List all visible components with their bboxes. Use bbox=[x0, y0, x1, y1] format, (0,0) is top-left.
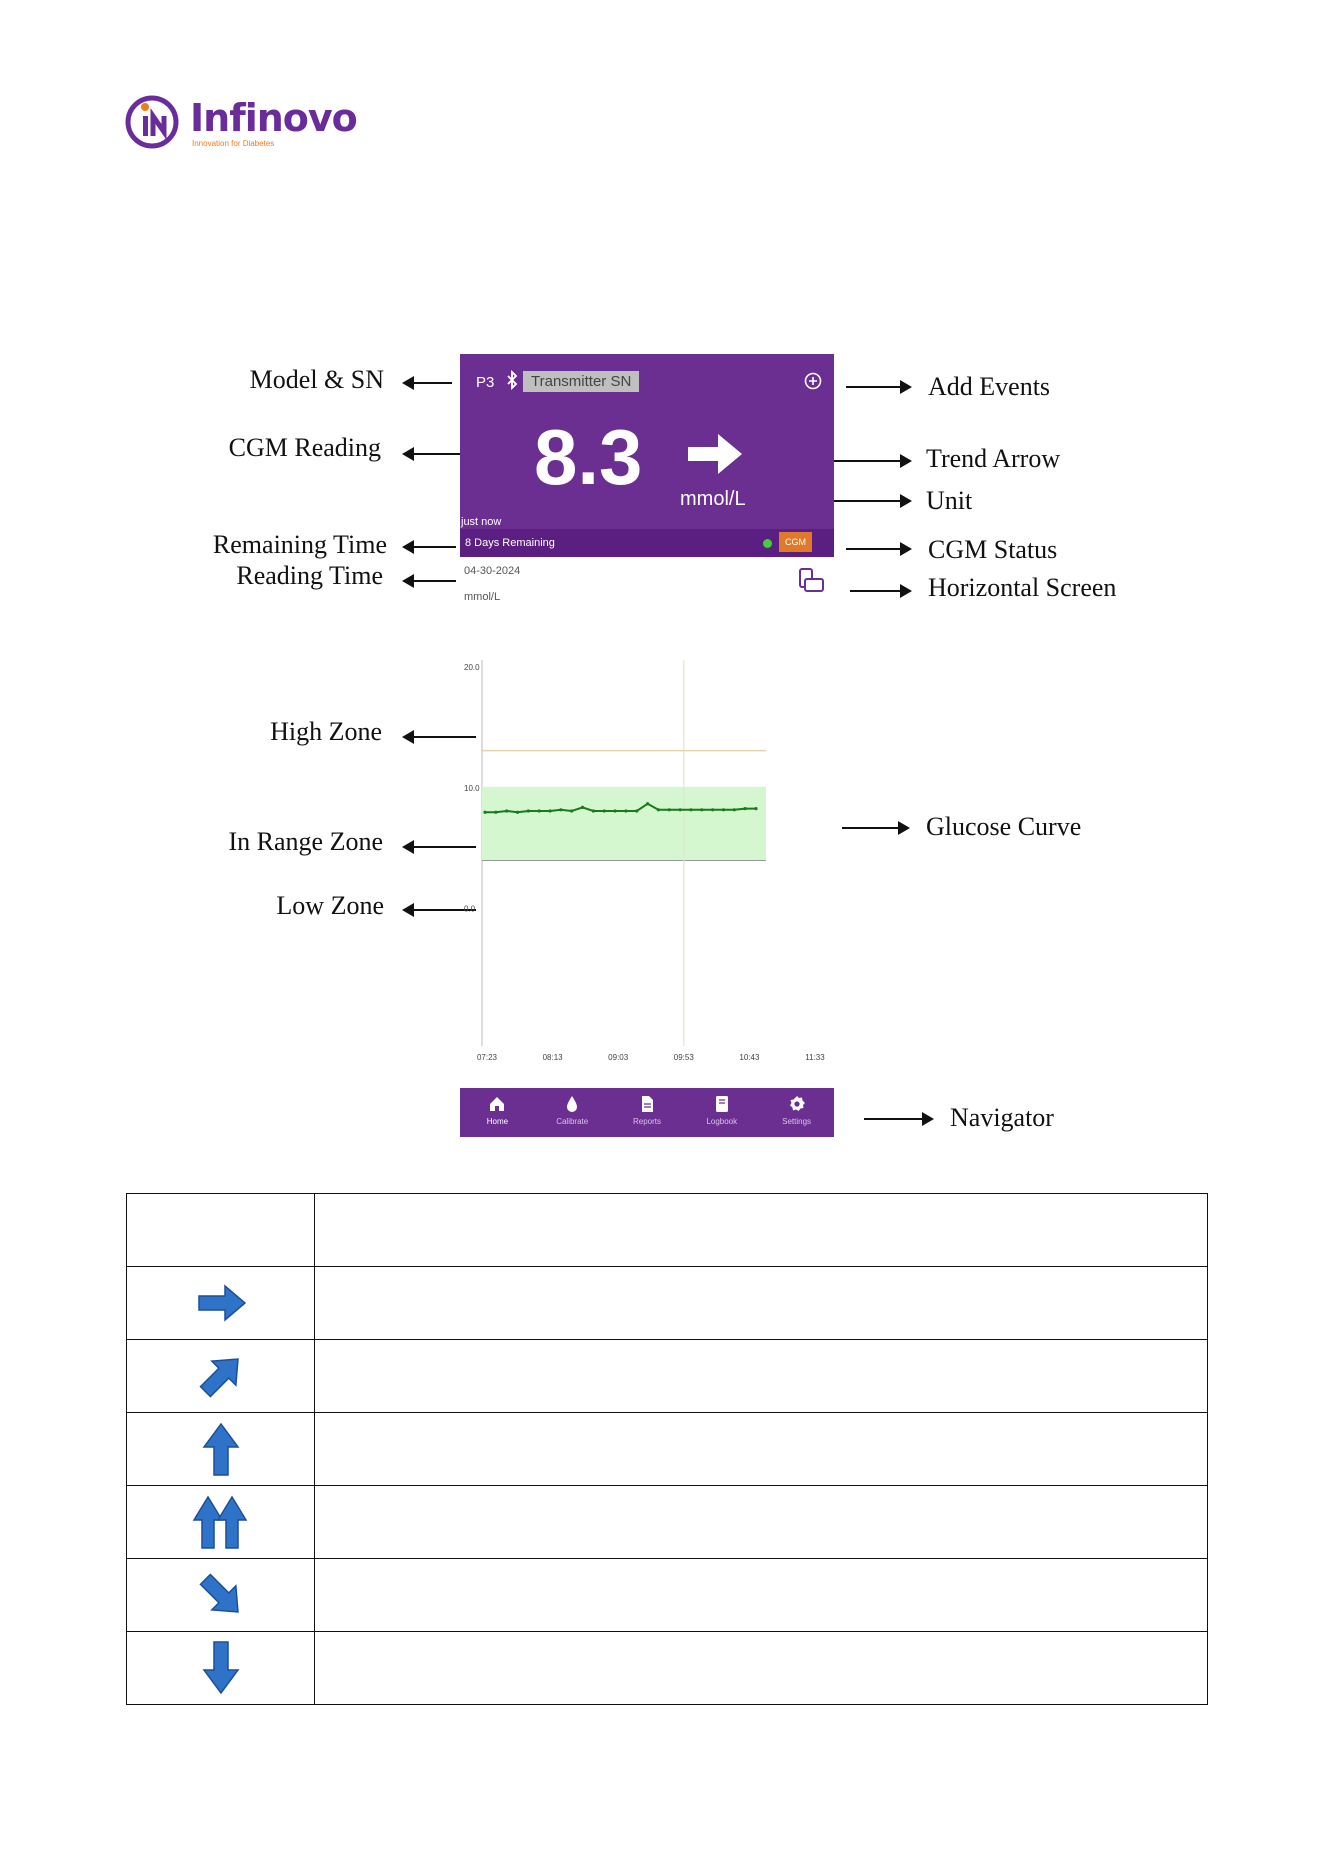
reading-date: 04-30-2024 bbox=[464, 565, 521, 577]
nav-label: Logbook bbox=[706, 1117, 738, 1126]
glucose-point bbox=[689, 808, 692, 811]
table-icon-cell bbox=[127, 1340, 315, 1413]
table-row bbox=[127, 1632, 1208, 1705]
arrow-right-icon bbox=[191, 1273, 251, 1333]
annotation-cgm-reading: CGM Reading bbox=[228, 433, 381, 462]
y-tick-label: 10.0 bbox=[464, 783, 480, 793]
table-icon-cell bbox=[127, 1559, 315, 1632]
table-description bbox=[315, 1413, 1208, 1486]
annotation-in-range-zone: In Range Zone bbox=[228, 827, 383, 856]
nav-logbook[interactable] bbox=[684, 1088, 759, 1137]
reports-icon bbox=[638, 1095, 656, 1113]
glucose-point bbox=[559, 808, 562, 811]
sensor-status-bar bbox=[460, 529, 834, 557]
annotation-glucose-curve: Glucose Curve bbox=[926, 812, 1082, 841]
infinovo-logo bbox=[124, 92, 357, 152]
glucose-point bbox=[679, 808, 682, 811]
cgm-status-badge[interactable]: CGM bbox=[779, 532, 812, 552]
navigator-bar bbox=[460, 1088, 834, 1137]
annotation-horizontal-screen: Horizontal Screen bbox=[928, 573, 1117, 602]
glucose-point bbox=[744, 807, 747, 810]
horizontal-screen-icon[interactable] bbox=[797, 567, 825, 595]
table-header-cell bbox=[315, 1194, 1208, 1267]
y-tick-label: 0.0 bbox=[464, 904, 476, 914]
chart-unit: mmol/L bbox=[464, 591, 501, 603]
x-tick-label: 09:53 bbox=[673, 1053, 694, 1062]
annotation-arrow bbox=[864, 1118, 932, 1120]
logo-wordmark: Infinovo bbox=[190, 96, 357, 140]
glucose-point bbox=[516, 811, 519, 814]
glucose-point bbox=[668, 808, 671, 811]
x-tick-label: 08:13 bbox=[542, 1053, 563, 1062]
in-range-zone bbox=[482, 787, 766, 861]
table-description bbox=[315, 1340, 1208, 1413]
table-description bbox=[315, 1559, 1208, 1632]
nav-home[interactable] bbox=[460, 1088, 535, 1137]
table-row bbox=[127, 1486, 1208, 1559]
nav-label: Reports bbox=[632, 1117, 661, 1126]
annotation-add-events: Add Events bbox=[928, 372, 1051, 401]
glucose-point bbox=[505, 809, 508, 812]
table-icon-cell bbox=[127, 1267, 315, 1340]
arrow-down-icon bbox=[191, 1638, 251, 1698]
double-arrow-up-icon bbox=[181, 1492, 261, 1552]
glucose-point bbox=[646, 802, 649, 805]
glucose-point bbox=[754, 807, 757, 810]
glucose-point bbox=[483, 811, 486, 814]
nav-calibrate[interactable] bbox=[535, 1088, 610, 1137]
annotation-arrow bbox=[846, 548, 910, 550]
glucose-point bbox=[733, 808, 736, 811]
add-event-icon[interactable] bbox=[804, 372, 822, 390]
glucose-unit: mmol/L bbox=[680, 488, 746, 510]
nav-settings[interactable] bbox=[759, 1088, 834, 1137]
glucose-point bbox=[635, 809, 638, 812]
annotation-arrow bbox=[404, 580, 456, 582]
trend-arrow-right-icon bbox=[686, 432, 744, 476]
annotation-arrow bbox=[846, 386, 910, 388]
device-model: P3 bbox=[476, 374, 495, 391]
glucose-point bbox=[711, 808, 714, 811]
home-icon bbox=[488, 1095, 506, 1113]
annotation-remaining-time: Remaining Time bbox=[212, 530, 387, 559]
remaining-time: 8 Days Remaining bbox=[465, 537, 555, 549]
nav-label: Settings bbox=[782, 1117, 812, 1126]
nav-reports[interactable] bbox=[610, 1088, 685, 1137]
glucose-point bbox=[548, 809, 551, 812]
logo-tagline: Innovation for Diabetes bbox=[192, 139, 275, 148]
settings-icon bbox=[788, 1095, 806, 1113]
table-row bbox=[127, 1267, 1208, 1340]
calibrate-icon bbox=[563, 1095, 581, 1113]
nav-label: Calibrate bbox=[556, 1117, 589, 1126]
arrow-up-icon bbox=[191, 1419, 251, 1479]
table-description bbox=[315, 1486, 1208, 1559]
annotation-trend-arrow: Trend Arrow bbox=[926, 444, 1061, 473]
glucose-point bbox=[657, 808, 660, 811]
annotation-navigator: Navigator bbox=[950, 1103, 1054, 1132]
table-icon-cell bbox=[127, 1632, 315, 1705]
logbook-icon bbox=[713, 1095, 731, 1113]
cgm-header bbox=[460, 354, 834, 529]
arrow-down-right-icon bbox=[191, 1565, 251, 1625]
nav-label: Home bbox=[486, 1117, 509, 1126]
annotation-arrow bbox=[404, 546, 456, 548]
glucose-point bbox=[570, 809, 573, 812]
cgm-reading-value: 8.3 bbox=[534, 413, 643, 501]
glucose-point bbox=[613, 809, 616, 812]
glucose-point bbox=[592, 809, 595, 812]
annotation-arrow bbox=[404, 382, 452, 384]
x-tick-label: 11:33 bbox=[805, 1053, 825, 1062]
annotation-unit: Unit bbox=[926, 486, 973, 515]
annotation-low-zone: Low Zone bbox=[276, 891, 384, 920]
table-description bbox=[315, 1632, 1208, 1705]
table-row bbox=[127, 1340, 1208, 1413]
status-dot bbox=[763, 539, 772, 548]
annotation-cgm-status: CGM Status bbox=[928, 535, 1058, 564]
y-tick-label: 20.0 bbox=[464, 663, 480, 672]
bluetooth-icon bbox=[506, 370, 518, 390]
glucose-point bbox=[722, 808, 725, 811]
annotation-model-sn: Model & SN bbox=[249, 365, 384, 394]
table-row bbox=[127, 1413, 1208, 1486]
reading-info bbox=[460, 557, 834, 607]
x-tick-label: 07:23 bbox=[476, 1053, 498, 1062]
table-icon-cell bbox=[127, 1413, 315, 1486]
glucose-point bbox=[527, 809, 530, 812]
glucose-point bbox=[538, 809, 541, 812]
glucose-chart bbox=[460, 636, 834, 1066]
annotation-arrow bbox=[850, 590, 910, 592]
infinovo-logo-mark bbox=[124, 92, 184, 152]
annotation-high-zone: High Zone bbox=[270, 717, 382, 746]
table-header-cell bbox=[127, 1194, 315, 1267]
trend-arrow-table bbox=[126, 1193, 1208, 1705]
glucose-point bbox=[494, 811, 497, 814]
transmitter-sn[interactable]: Transmitter SN bbox=[523, 371, 639, 392]
table-description bbox=[315, 1267, 1208, 1340]
table-row bbox=[127, 1559, 1208, 1632]
glucose-point bbox=[603, 809, 606, 812]
glucose-point bbox=[700, 808, 703, 811]
table-icon-cell bbox=[127, 1486, 315, 1559]
arrow-up-right-icon bbox=[191, 1346, 251, 1406]
glucose-point bbox=[624, 809, 627, 812]
annotation-reading-time: Reading Time bbox=[236, 561, 383, 590]
annotation-arrow bbox=[842, 827, 908, 829]
glucose-point bbox=[581, 806, 584, 809]
x-tick-label: 09:03 bbox=[608, 1053, 629, 1062]
x-tick-label: 10:43 bbox=[739, 1053, 760, 1062]
last-update-text: just now bbox=[461, 516, 502, 528]
table-header-row bbox=[127, 1194, 1208, 1267]
